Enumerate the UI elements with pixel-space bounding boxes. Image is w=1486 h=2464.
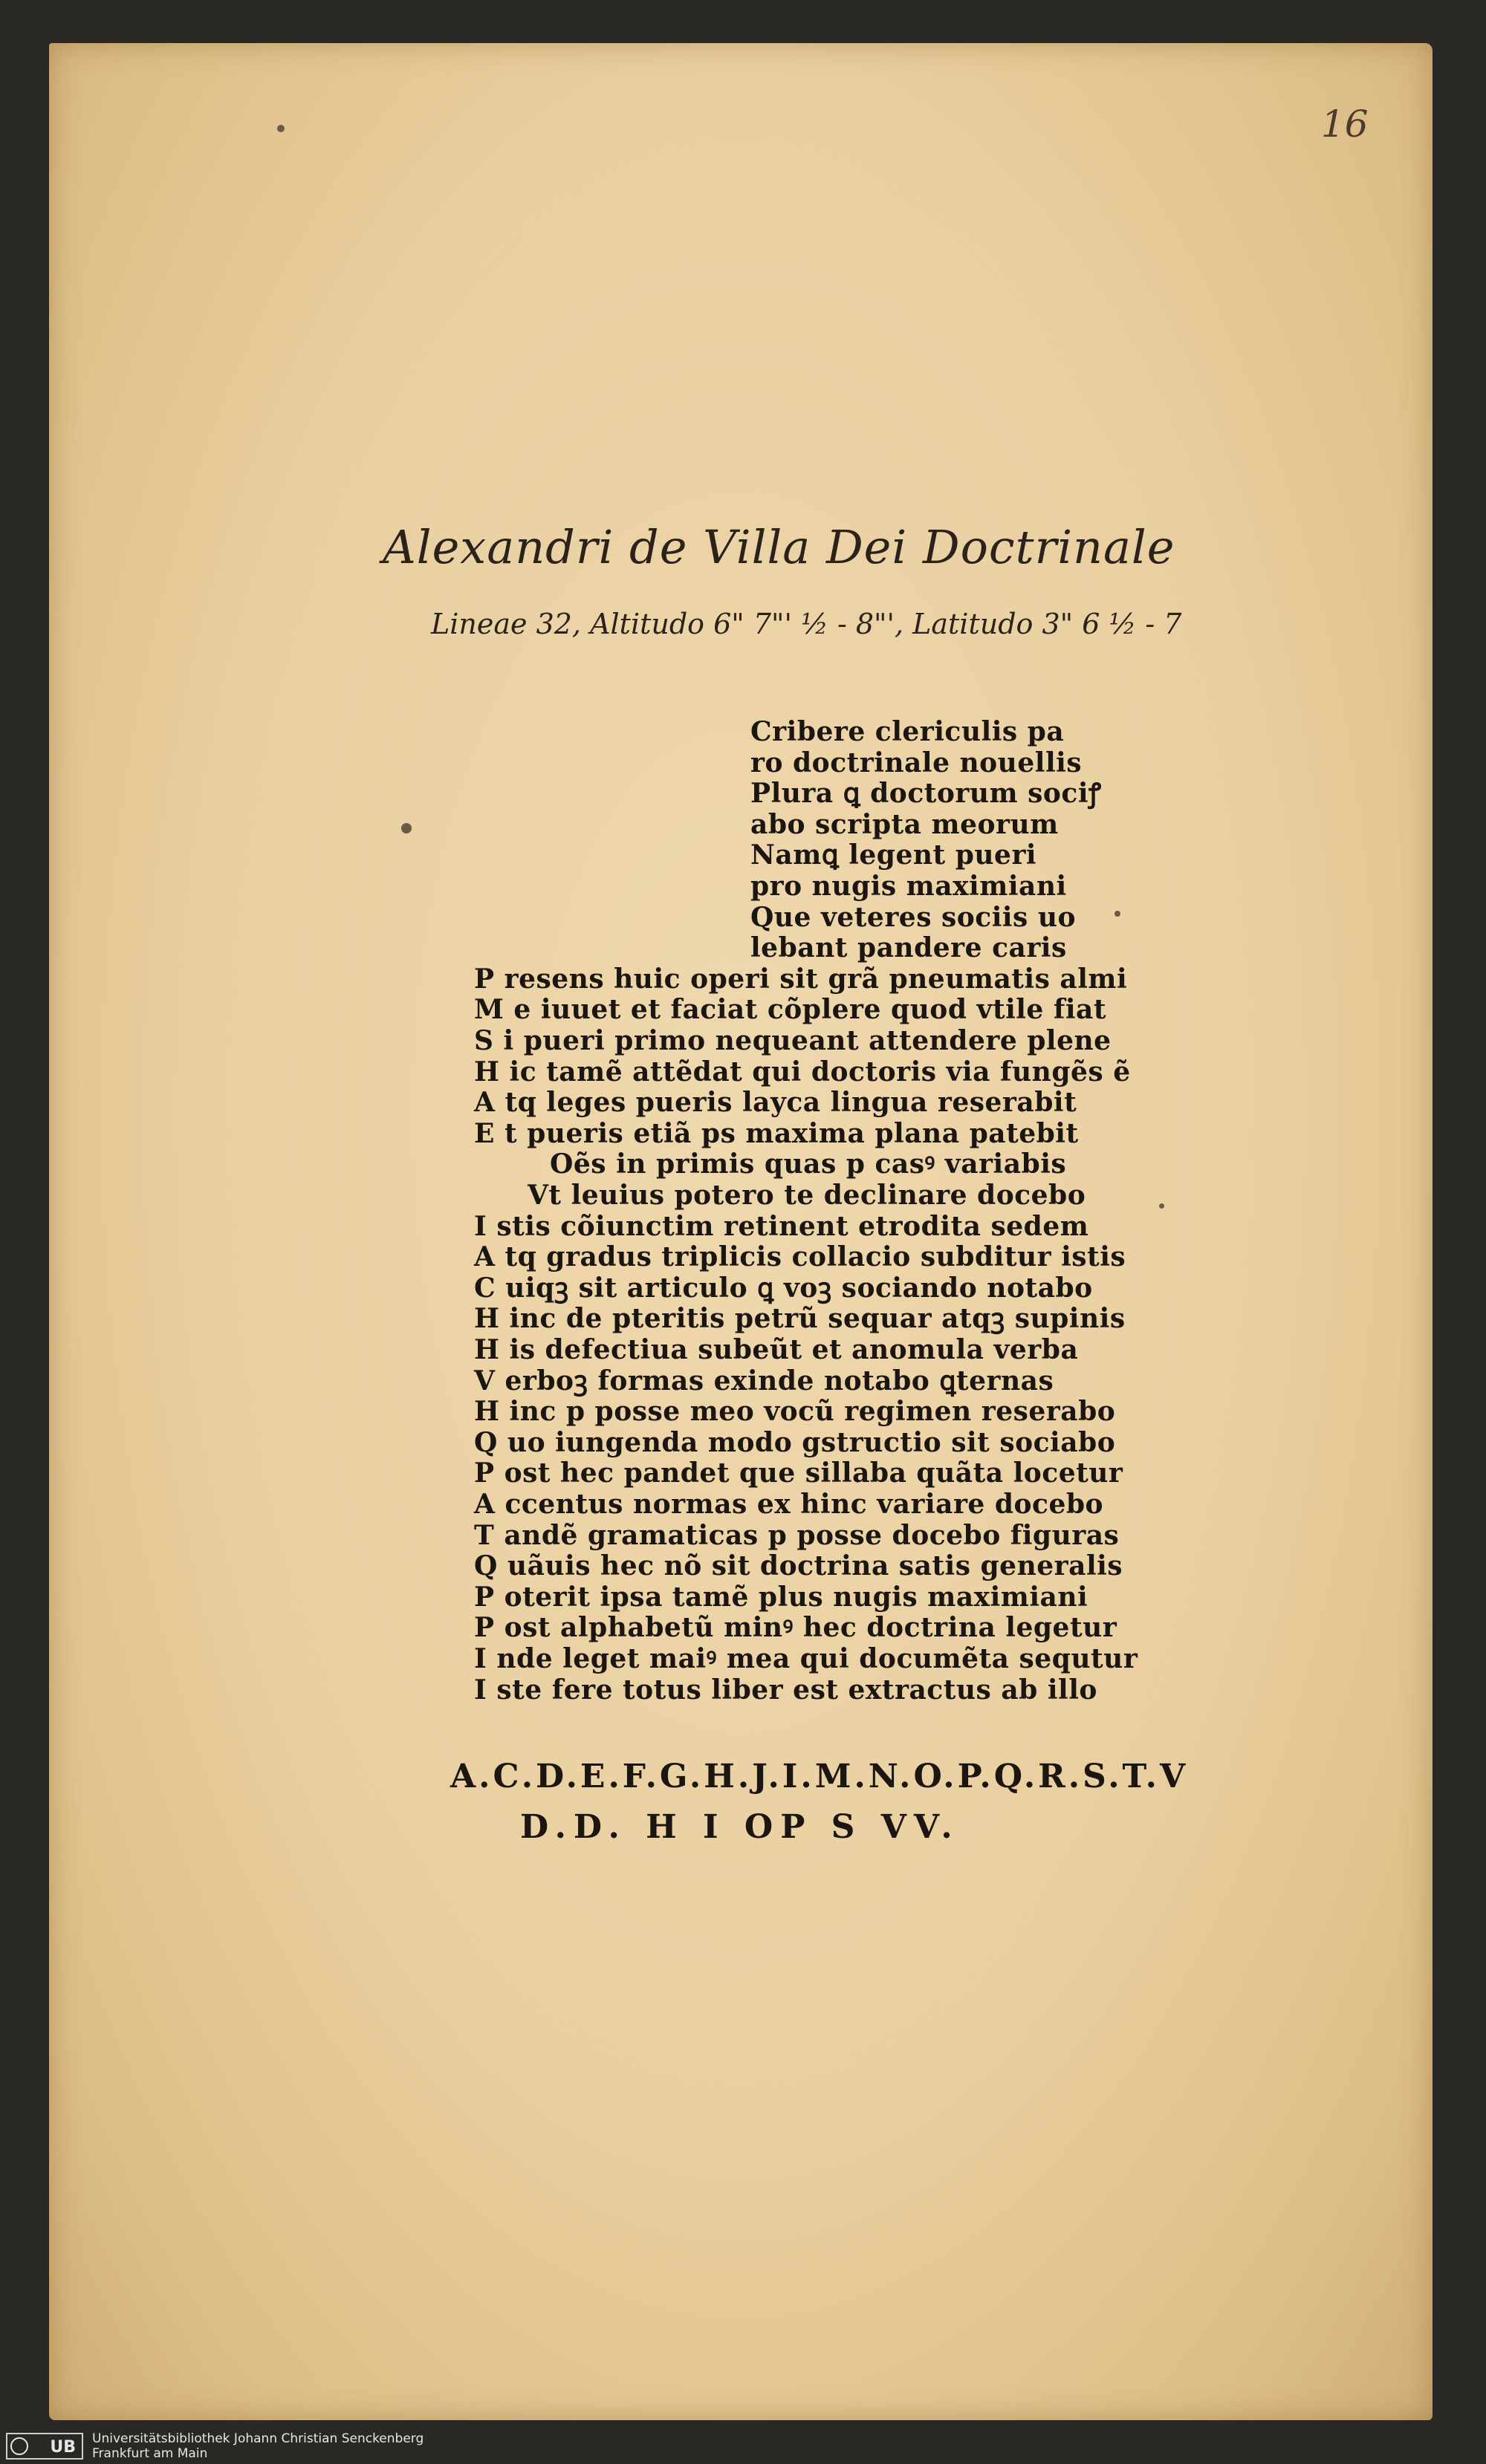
library-name-line-1: Universitätsbibliothek Johann Christian Senckenberg — [92, 2431, 424, 2446]
text-line: Vt leuius potero te declinare docebo — [528, 1180, 1086, 1211]
text-line: I stis cõiunctim retinent etrodita sedem — [474, 1210, 1089, 1242]
text-line: H ic tamẽ attẽdat qui doctoris via fungẽs ẽ — [474, 1056, 1131, 1088]
text-line: E t pueris etiã ps maxima plana patebit — [474, 1117, 1079, 1149]
text-line: S i pueri primo nequeant attendere plene — [474, 1025, 1112, 1056]
text-line: H is defectiua subeũt et anomula verba — [474, 1334, 1079, 1365]
text-line: Plura ꝗ doctorum sociꝭ — [750, 778, 1102, 810]
library-logo — [6, 2433, 83, 2460]
page-title: Alexandri de Villa Dei Doctrinale — [383, 520, 1175, 574]
paper-spot — [401, 823, 412, 833]
folio-number: 16 — [1321, 103, 1369, 146]
alphabet-row-2: D.D. H I OP S VV. — [520, 1808, 960, 1846]
text-line: P ost hec pandet que sillaba quãta locetur — [474, 1457, 1123, 1489]
page-subtitle: Lineae 32, Altitudo 6" 7"' ½ - 8"', Latitudo 3" 6 ½ - 7 — [431, 608, 1182, 640]
text-line: I ste fere totus liber est extractus ab illo — [474, 1674, 1097, 1706]
footer-bar — [0, 2428, 1486, 2464]
library-name-line-2: Frankfurt am Main — [92, 2446, 208, 2461]
text-line: I nde leget maiꝰ mea qui documẽta sequtur — [474, 1643, 1138, 1674]
text-line: ro doctrinale nouellis — [750, 747, 1083, 778]
alphabet-row-1: A.C.D.E.F.G.H.J.I.M.N.O.P.Q.R.S.T.V — [450, 1758, 1189, 1795]
text-line: H inc de pteritis petrũ sequar atqꝫ supinis — [474, 1303, 1126, 1335]
library-name — [92, 2431, 424, 2461]
text-line: pro nugis maximiani — [750, 871, 1067, 902]
paper-spot — [1114, 911, 1120, 917]
text-line: A tq gradus triplicis collacio subditur istis — [474, 1241, 1126, 1273]
text-line: Cribere clericulis pa — [750, 716, 1065, 747]
text-line: A ccentus normas ex hinc variare docebo — [474, 1489, 1104, 1520]
text-line: Q uo iungenda modo gstructio sit sociabo — [474, 1426, 1116, 1458]
text-line: V erboꝫ formas exinde notabo ꝗternas — [474, 1365, 1054, 1397]
text-line: Namꝗ legent pueri — [750, 839, 1037, 871]
text-line: H inc p posse meo vocũ regimen reserabo — [474, 1396, 1116, 1428]
paper-spot — [277, 125, 285, 132]
text-line: P oterit ipsa tamẽ plus nugis maximiani — [474, 1581, 1088, 1613]
text-line: Que veteres sociis uo — [750, 901, 1077, 933]
text-line: Q uãuis hec nõ sit doctrina satis generalis — [474, 1550, 1123, 1582]
text-line: T andẽ gramaticas p posse docebo figuras — [474, 1519, 1120, 1551]
text-line: lebant pandere caris — [750, 932, 1067, 964]
text-line: C uiqꝫ sit articulo ꝗ voꝫ sociando notabo — [474, 1272, 1093, 1304]
text-line: A tq leges pueris layca lingua reserabit — [474, 1087, 1077, 1119]
text-line: P resens huic operi sit grã pneumatis almi — [474, 963, 1128, 995]
text-line: P ost alphabetũ minꝰ hec doctrina legetur — [474, 1612, 1117, 1644]
text-line: M e iuuet et faciat cõplere quod vtile fiat — [474, 994, 1106, 1026]
text-line: Oẽs in primis quas p casꝰ variabis — [550, 1148, 1067, 1180]
library-logo-text: UB — [50, 2438, 76, 2457]
paper-spot — [1159, 1203, 1164, 1209]
text-line: abo scripta meorum — [750, 808, 1059, 840]
library-logo-icon — [10, 2437, 28, 2455]
